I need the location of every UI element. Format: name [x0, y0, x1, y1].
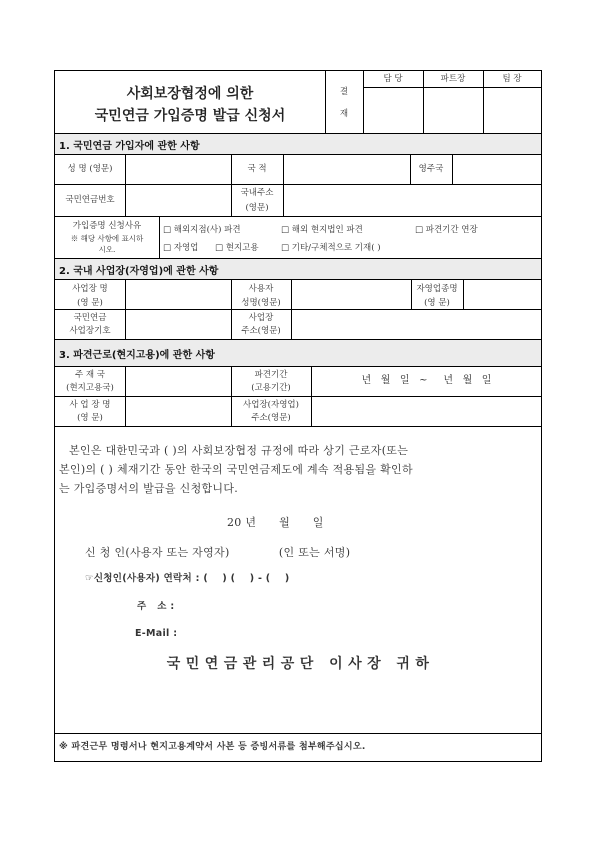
dispatch-address-field[interactable] — [312, 397, 541, 425]
section3-heading: 3. 파견근로(현지고용)에 관한 사항 — [55, 340, 541, 366]
host-country-label-1: 주 재 국 — [74, 369, 106, 380]
approval-col-teamlead: 팀 장 — [502, 73, 522, 84]
applicant-address-line[interactable]: 주 소 : — [137, 601, 175, 612]
workplace-address-field[interactable] — [292, 310, 541, 338]
workplace-address-label-1: 사업장 — [248, 312, 274, 323]
self-employed-label-2: (영 문) — [424, 297, 450, 308]
section2-heading: 2. 국내 사업장(자영업)에 관한 사항 — [55, 259, 541, 279]
dispatch-workplace-label-1: 사 업 장 명 — [69, 399, 111, 410]
statement-line-3: 는 가입증명서의 발급을 신청합니다. — [59, 482, 239, 495]
form-title-line2: 국민연금 가입증명 발급 신청서 — [94, 108, 286, 124]
dispatch-workplace-label-2: (영 문) — [77, 412, 103, 423]
name-label: 성 명 (영문) — [67, 163, 113, 174]
nationality-field[interactable] — [284, 155, 409, 183]
section1-heading: 1. 국민연금 가입자에 관한 사항 — [55, 134, 541, 154]
applicant-signature-line[interactable]: 신 청 인(사용자 또는 자영자) (인 또는 서명) — [85, 546, 351, 559]
workplace-name-field[interactable] — [126, 280, 230, 308]
workplace-pension-label-2: 사업장기호 — [69, 325, 111, 336]
dispatch-period-label-2: (고용기간) — [251, 382, 291, 393]
approval-label-1: 결 — [339, 86, 349, 97]
approval-sign-teamlead[interactable] — [484, 88, 540, 132]
dispatch-period-label-1: 파견기간 — [254, 369, 288, 380]
workplace-address-label-2: 주소(영문) — [241, 325, 281, 336]
dispatch-address-label-1: 사업장(자영업) — [243, 399, 299, 410]
dispatch-period-field[interactable]: 년 월 일 ~ 년 월 일 — [361, 374, 492, 386]
applicant-email-line[interactable]: E-Mail : — [135, 628, 178, 639]
host-country-label-2: (현지고용국) — [66, 382, 114, 393]
reason-extension-checkbox[interactable]: □ 파견기간 연장 — [415, 225, 478, 235]
workplace-name-label-2: (영 문) — [77, 297, 103, 308]
approval-label-2: 재 — [339, 108, 349, 119]
approval-sign-staff[interactable] — [364, 88, 422, 132]
reason-label-1: 가입증명 신청사유 — [72, 220, 142, 231]
reason-overseas-subsidiary-checkbox[interactable]: □ 해외 현지법인 파견 — [281, 225, 363, 235]
reason-label-3: 시오. — [98, 244, 116, 254]
dispatch-workplace-field[interactable] — [126, 397, 230, 425]
nationality-label: 국 적 — [247, 163, 267, 174]
workplace-pension-field[interactable] — [126, 310, 230, 338]
residence-country-field[interactable] — [453, 155, 541, 183]
approval-col-partlead: 파트장 — [440, 73, 466, 84]
form-title-line1: 사회보장협정에 의한 — [126, 86, 254, 102]
approval-col-staff: 담 당 — [383, 73, 403, 84]
dispatch-address-label-2: 주소(영문) — [251, 412, 291, 423]
self-employed-field[interactable] — [464, 280, 541, 308]
domestic-address-field[interactable] — [284, 185, 541, 215]
domestic-address-label-1: 국내주소 — [240, 187, 274, 198]
reason-label-2: ※ 해당 사항에 표시하 — [70, 233, 144, 243]
statement-line-2: 본인)의 ( ) 체재기간 동안 한국의 국민연금제도에 계속 적용됨을 확인하 — [59, 463, 413, 476]
statement-line-1: 본인은 대한민국과 ( )의 사회보장협정 규정에 따라 상기 근로자(또는 — [69, 444, 409, 457]
employer-label-2: 성명(영문) — [241, 297, 281, 308]
reason-overseas-branch-checkbox[interactable]: □ 해외지점(사) 파견 — [163, 225, 241, 235]
application-date[interactable]: 20 년 월 일 — [227, 516, 324, 529]
applicant-contact-line[interactable]: ☞신청인(사용자) 연락처 : ( ) ( ) - ( ) — [85, 573, 290, 584]
workplace-pension-label-1: 국민연금 — [73, 312, 107, 323]
employer-label-1: 사용자 — [248, 283, 274, 294]
host-country-field[interactable] — [126, 367, 230, 395]
addressee: 국 민 연 금 관 리 공 단 이 사 장 귀 하 — [166, 656, 430, 672]
pension-number-field[interactable] — [126, 185, 230, 215]
application-form — [54, 70, 542, 762]
domestic-address-label-2: (영문) — [245, 202, 269, 213]
reason-other-checkbox[interactable]: □ 기타/구체적으로 기재( ) — [281, 243, 381, 253]
pension-number-label: 국민연금번호 — [65, 194, 115, 205]
footer-note: ※ 파견근무 명령서나 현지고용계약서 사본 등 증빙서류를 첨부해주십시오. — [59, 742, 366, 752]
approval-sign-partlead[interactable] — [424, 88, 482, 132]
workplace-name-label-1: 사업장 명 — [72, 283, 108, 294]
reason-self-employed-checkbox[interactable]: □ 자영업 — [163, 243, 199, 253]
employer-name-field[interactable] — [292, 280, 410, 308]
reason-local-hire-checkbox[interactable]: □ 현지고용 — [215, 243, 259, 253]
name-field[interactable] — [126, 155, 230, 183]
residence-country-label: 영주국 — [418, 163, 444, 174]
self-employed-label-1: 자영업종명 — [416, 283, 458, 294]
